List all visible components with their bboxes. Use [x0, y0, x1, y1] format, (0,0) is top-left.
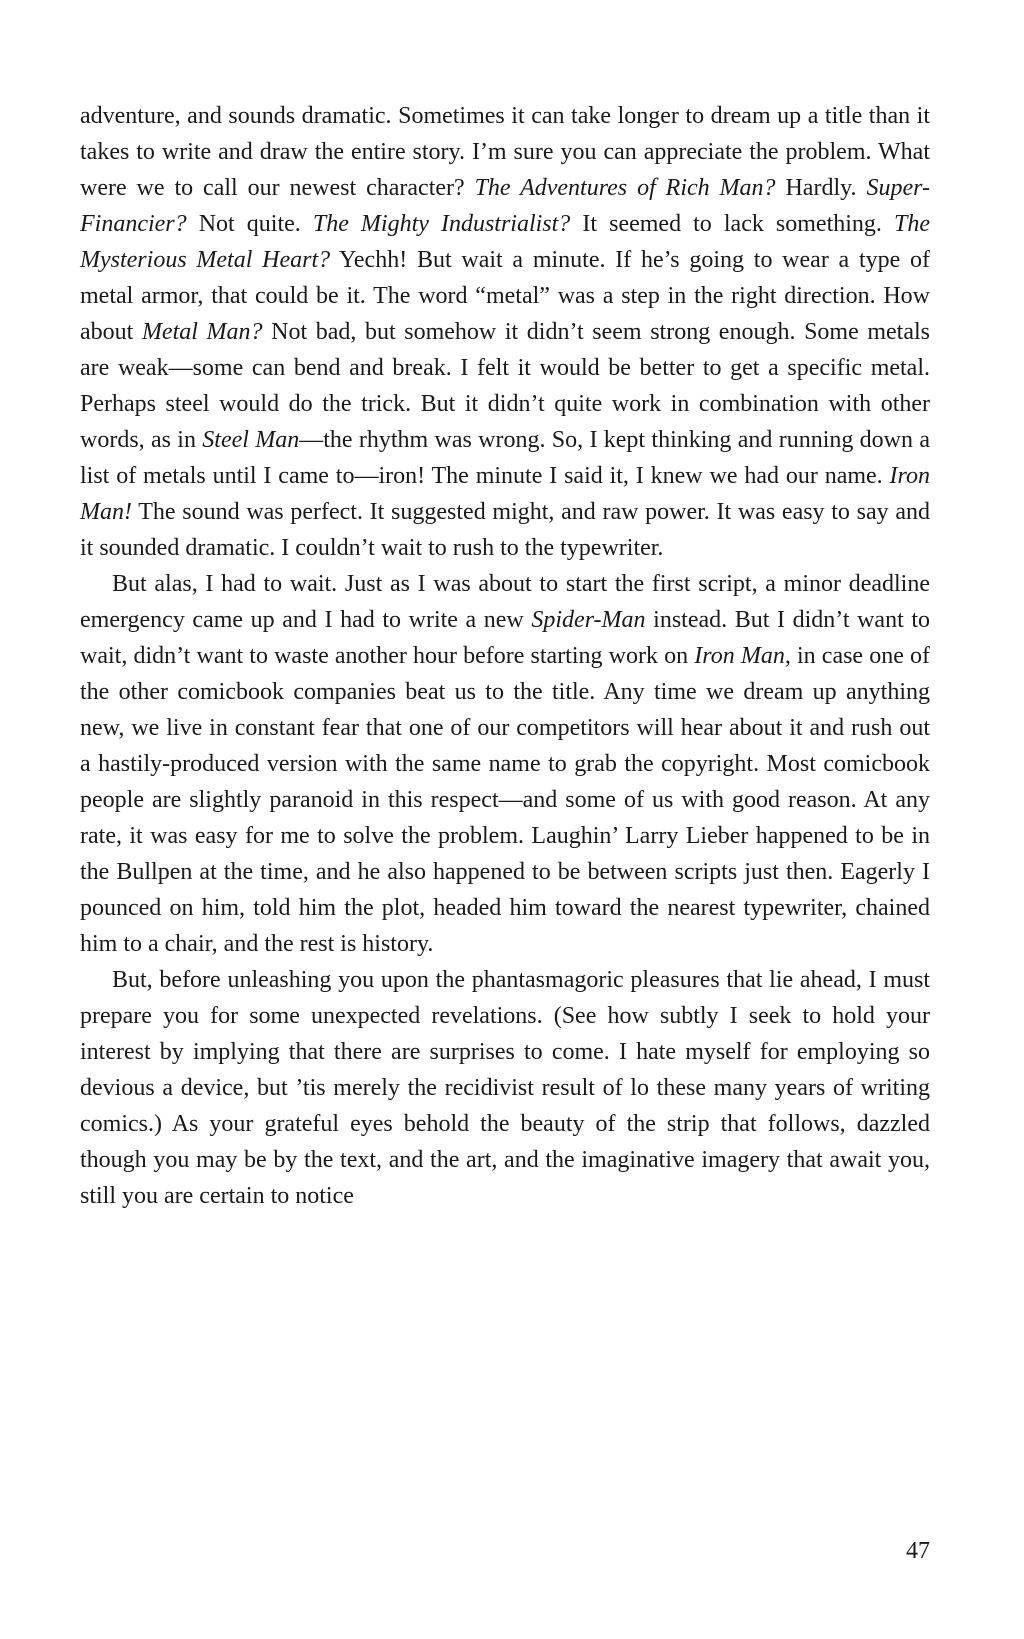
italic-title-run: Iron Man! [80, 463, 930, 525]
italic-title-run: The Adventures of Rich Man? [474, 175, 776, 201]
text-run: But, before unleashing you upon the phantasmagoric pleasures that lie ahead, I must prepare you for some unexpected revelations. (See how subtly I seek to hold your interest by implying that there are surprises to come. I hate myself for employing so devious a device, but ’tis merely the recidivist result of lo these many years of writing comics.) As your grateful eyes behold the beauty of the strip that follows, dazzled though you may be by the text, and the art, and the imaginative imagery that await you, still you are certain to notice [80, 967, 930, 1209]
text-run: But alas, I had to wait. Just as I was about to start the first script, a minor deadline emergency came up and I had to write a new [80, 571, 930, 633]
body-text [80, 98, 930, 1214]
italic-title-run: Spider-Man [531, 607, 646, 633]
text-run: Yechh! But wait a minute. If he’s going to wear a type of metal armor, that could be it. The word “metal” was a step in the right direction. How about [80, 247, 931, 345]
page-number: 47 [906, 1538, 930, 1564]
italic-title-run: Iron Man, [694, 643, 791, 669]
text-run: instead. But I didn’t want to wait, didn’t want to waste another hour before starting work on [80, 607, 931, 669]
text-run: —the rhythm was wrong. So, I kept thinking and running down a list of metals until I came to—iron! The minute I said it, I knew we had our name. [80, 427, 930, 489]
paragraph-3 [80, 962, 930, 1214]
paragraph-1 [80, 98, 930, 566]
text-run: Hardly. [775, 175, 867, 201]
text-run: It seemed to lack something. [570, 211, 894, 237]
text-run: Not quite. [186, 211, 313, 237]
italic-title-run: Steel Man [202, 427, 300, 453]
italic-title-run: Super-Financier? [80, 175, 930, 237]
italic-title-run: Metal Man? [141, 319, 263, 345]
text-run: The sound was perfect. It suggested might, and raw power. It was easy to say and it sounded dramatic. I couldn’t wait to rush to the typewriter. [80, 499, 930, 561]
text-run: in case one of the other comicbook companies beat us to the title. Any time we dream up anything new, we live in constant fear that one of our competitors will hear about it and rush out a hastily-produced version with the same name to grab the copyright. Most comicbook people are slightly paranoid in this respect—and some of us with good reason. At any rate, it was easy for me to solve the problem. Laughin’ Larry Lieber happened to be in the Bullpen at the time, and he also happened to be between scripts just then. Eagerly I pounced on him, told him the plot, headed him toward the nearest typewriter, chained him to a chair, and the rest is history. [80, 643, 931, 957]
italic-title-run: The Mysterious Metal Heart? [80, 211, 930, 273]
text-run: adventure, and sounds dramatic. Sometimes it can take longer to dream up a title than it takes to write and draw the entire story. I’m sure you can appreciate the problem. What were we to call our newest character? [80, 103, 930, 201]
text-run: Not bad, but somehow it didn’t seem strong enough. Some metals are weak—some can bend and break. I felt it would be better to get a specific metal. Perhaps steel would do the trick. But it didn’t quite work in combination with other words, as in [80, 319, 930, 453]
paragraph-2 [80, 566, 930, 962]
italic-title-run: The Mighty Industrialist? [312, 211, 571, 237]
